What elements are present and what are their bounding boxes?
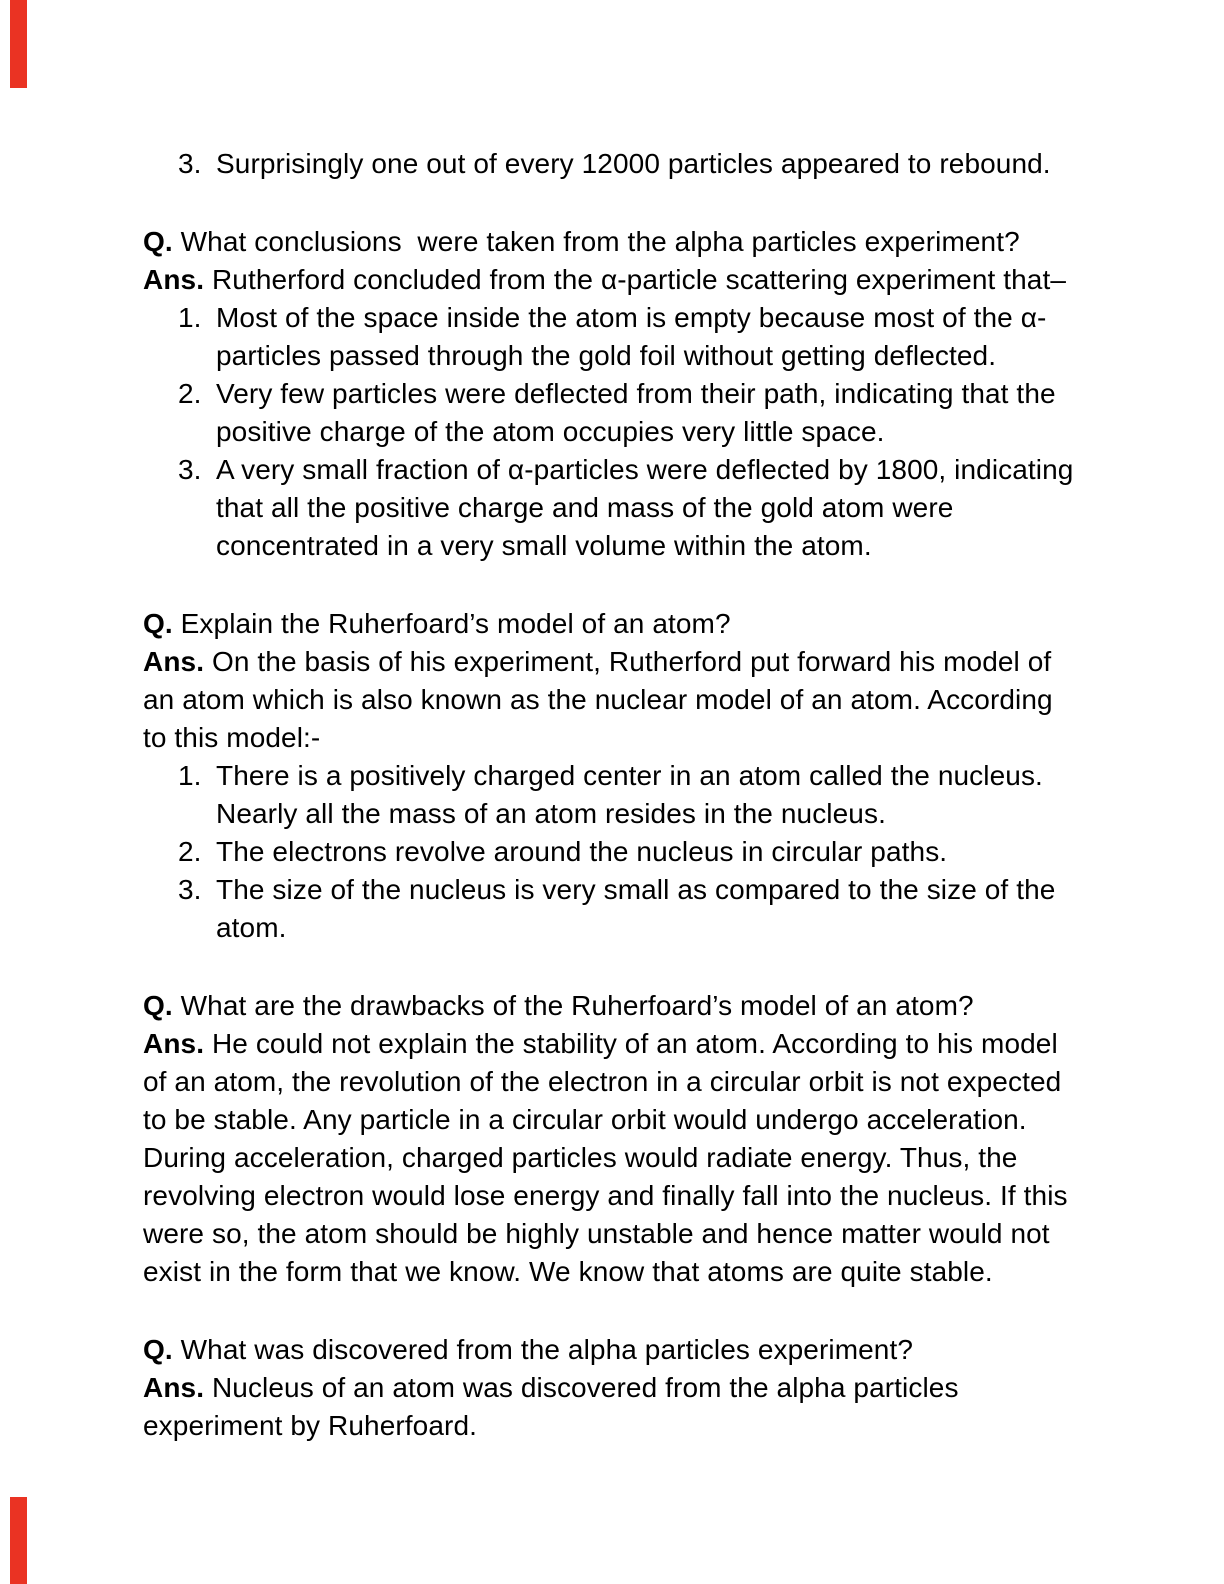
answer-text: Nucleus of an atom was discovered from the alpha particles experiment by Ruherfoard.: [143, 1372, 959, 1441]
paragraph-spacer: [143, 947, 1083, 987]
answer-paragraph: [143, 1025, 1083, 1291]
list-item: [143, 833, 1083, 871]
answer-paragraph: [143, 1369, 1083, 1445]
list-number: 3.: [178, 874, 202, 905]
list-item-text: Surprisingly one out of every 12000 particles appeared to rebound.: [216, 148, 1051, 179]
paragraph-spacer: [143, 183, 1083, 223]
question-text: Explain the Ruherfoard’s model of an atom?: [172, 608, 731, 639]
list-item-text: There is a positively charged center in an atom called the nucleus. Nearly all the mass of an atom resides in the nucleus.: [216, 760, 1043, 829]
answer-label: Ans.: [143, 264, 205, 295]
list-number: 1.: [178, 760, 202, 791]
list-item: [143, 375, 1083, 451]
list-number: 3.: [178, 454, 202, 485]
list-item-text: Most of the space inside the atom is empty because most of the α-particles passed through the gold foil without getting deflected.: [216, 302, 1047, 371]
list-item-text: A very small fraction of α-particles were deflected by 1800, indicating that all the positive charge and mass of the gold atom were concentrated in a very small volume within the atom.: [216, 454, 1074, 561]
list-item-text: The size of the nucleus is very small as compared to the size of the atom.: [216, 874, 1056, 943]
red-edge-mark-top: [10, 0, 27, 88]
list-item: [143, 299, 1083, 375]
list-number: 3.: [178, 148, 202, 179]
answer-paragraph: [143, 261, 1083, 299]
list-number: 2.: [178, 836, 202, 867]
answer-text: On the basis of his experiment, Rutherford put forward his model of an atom which is also known as the nuclear model of an atom. According to this model:-: [143, 646, 1053, 753]
list-item: [143, 871, 1083, 947]
red-edge-mark-bottom: [10, 1497, 27, 1584]
answer-text: He could not explain the stability of an atom. According to his model of an atom, the revolution of the electron in a circular orbit is not expected to be stable. Any particle in a circular orbit would undergo acceleration. During acceleration, charged particles would radiate energy. Thus, the revolving electron would lose energy and finally fall into the nucleus. If this were so, the atom should be highly unstable and hence matter would not exist in the form that we know. We know that atoms are quite stable.: [143, 1028, 1068, 1287]
list-number: 1.: [178, 302, 202, 333]
question-paragraph: [143, 987, 1083, 1025]
answer-label: Ans.: [143, 1028, 205, 1059]
list-item-text: Very few particles were deflected from their path, indicating that the positive charge of the atom occupies very little space.: [216, 378, 1056, 447]
question-text: What are the drawbacks of the Ruherfoard’s model of an atom?: [172, 990, 974, 1021]
question-paragraph: [143, 1331, 1083, 1369]
paragraph-spacer: [143, 565, 1083, 605]
question-label: Q.: [143, 1334, 173, 1365]
answer-paragraph: [143, 643, 1083, 757]
question-label: Q.: [143, 990, 173, 1021]
list-item: [143, 451, 1083, 565]
answer-label: Ans.: [143, 1372, 205, 1403]
question-label: Q.: [143, 608, 173, 639]
document-content: [143, 145, 1083, 1445]
list-item-text: The electrons revolve around the nucleus in circular paths.: [216, 836, 948, 867]
question-paragraph: [143, 605, 1083, 643]
list-item-intro: [143, 145, 1083, 183]
question-paragraph: [143, 223, 1083, 261]
question-label: Q.: [143, 226, 173, 257]
list-item: [143, 757, 1083, 833]
list-number: 2.: [178, 378, 202, 409]
answer-label: Ans.: [143, 646, 205, 677]
question-text: What was discovered from the alpha particles experiment?: [172, 1334, 914, 1365]
answer-text: Rutherford concluded from the α-particle scattering experiment that–: [204, 264, 1067, 295]
question-text: What conclusions were taken from the alpha particles experiment?: [172, 226, 1020, 257]
paragraph-spacer: [143, 1291, 1083, 1331]
